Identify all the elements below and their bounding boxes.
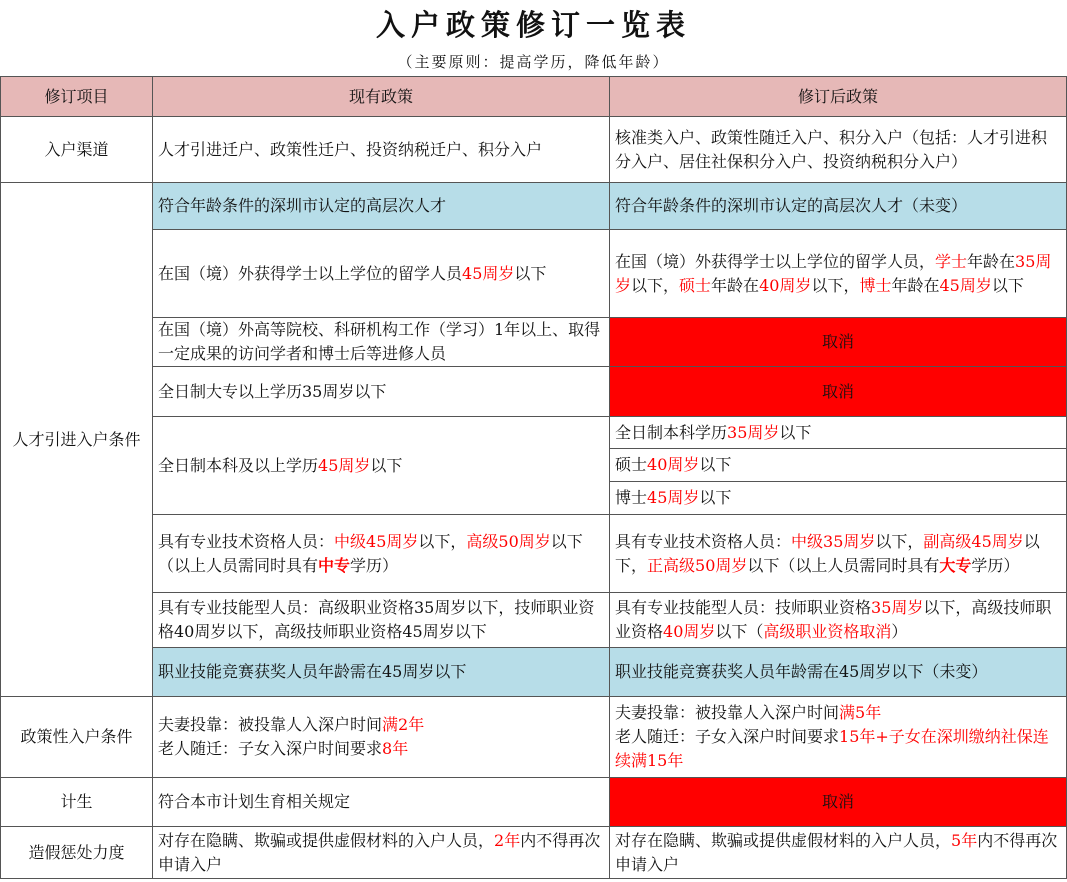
- family-label: 计生: [1, 778, 153, 827]
- policy-table: [0, 76, 1067, 879]
- policy-revised: 夫妻投靠：被投靠人入深户时间满5年 老人随迁：子女入深户时间要求15年+子女在深圳缴纳社保连续满15年: [610, 697, 1067, 778]
- table-row: [1, 417, 1067, 449]
- page-title: 入户政策修订一览表: [375, 7, 691, 42]
- talent-row6-current: 具有专业技术资格人员：中级45周岁以下，高级50周岁以下（以上人员需同时具有中专学历）: [153, 515, 610, 593]
- talent-row8-revised: 职业技能竞赛获奖人员年龄需在45周岁以下（未变）: [610, 648, 1067, 697]
- table-row: [1, 827, 1067, 879]
- talent-row6-revised: 具有专业技术资格人员：中级35周岁以下，副高级45周岁以下，正高级50周岁以下（以上人员需同时具有大专学历）: [610, 515, 1067, 593]
- table-row: [1, 515, 1067, 593]
- talent-row7-revised: 具有专业技能型人员：技师职业资格35周岁以下，高级技师职业资格40周岁以下（高级职业资格取消）: [610, 593, 1067, 648]
- talent-row3-current: 在国（境）外高等院校、科研机构工作（学习）1年以上、取得一定成果的访问学者和博士后等进修人员: [153, 318, 610, 367]
- channel-revised: 核准类入户、政策性随迁入户、积分入户（包括：人才引进积分入户、居住社保积分入户、投资纳税积分入户）: [610, 117, 1067, 183]
- table-row: [1, 593, 1067, 648]
- talent-row2-revised: 在国（境）外获得学士以上学位的留学人员，学士年龄在35周岁以下，硕士年龄在40周岁以下，博士年龄在45周岁以下: [610, 230, 1067, 318]
- policy-current: 夫妻投靠：被投靠人入深户时间满2年 老人随迁：子女入深户时间要求8年: [153, 697, 610, 778]
- talent-row3-revised: 取消: [610, 318, 1067, 367]
- table-row: [1, 117, 1067, 183]
- policy-label: 政策性入户条件: [1, 697, 153, 778]
- talent-label: 人才引进入户条件: [1, 183, 153, 697]
- channel-label: 入户渠道: [1, 117, 153, 183]
- talent-row5-sub1: 全日制本科学历35周岁以下: [610, 417, 1067, 449]
- channel-current: 人才引进迁户、政策性迁户、投资纳税迁户、积分入户: [153, 117, 610, 183]
- talent-row5-current: 全日制本科及以上学历45周岁以下: [153, 417, 610, 515]
- table-row: [1, 648, 1067, 697]
- header-current: 现有政策: [153, 77, 610, 117]
- talent-row7-current: 具有专业技能型人员：高级职业资格35周岁以下，技师职业资格40周岁以下，高级技师职业资格45周岁以下: [153, 593, 610, 648]
- table-row: [1, 183, 1067, 230]
- header-revised: 修订后政策: [610, 77, 1067, 117]
- fraud-revised: 对存在隐瞒、欺骗或提供虚假材料的入户人员，5年内不得再次申请入户: [610, 827, 1067, 879]
- talent-row2-current: 在国（境）外获得学士以上学位的留学人员45周岁以下: [153, 230, 610, 318]
- talent-row4-revised: 取消: [610, 367, 1067, 417]
- talent-row4-current: 全日制大专以上学历35周岁以下: [153, 367, 610, 417]
- table-row: [1, 697, 1067, 778]
- talent-row5-sub3: 博士45周岁以下: [610, 482, 1067, 515]
- header-item: 修订项目: [1, 77, 153, 117]
- family-current: 符合本市计划生育相关规定: [153, 778, 610, 827]
- header-row: [1, 77, 1067, 117]
- page-subtitle: （主要原则：提高学历，降低年龄）: [397, 52, 670, 71]
- talent-row8-current: 职业技能竞赛获奖人员年龄需在45周岁以下: [153, 648, 610, 697]
- family-revised: 取消: [610, 778, 1067, 827]
- talent-row1-current: 符合年龄条件的深圳市认定的高层次人才: [153, 183, 610, 230]
- table-row: [1, 367, 1067, 417]
- table-row: [1, 230, 1067, 318]
- talent-row5-sub2: 硕士40周岁以下: [610, 449, 1067, 482]
- fraud-label: 造假惩处力度: [1, 827, 153, 879]
- fraud-current: 对存在隐瞒、欺骗或提供虚假材料的入户人员，2年内不得再次申请入户: [153, 827, 610, 879]
- table-row: [1, 778, 1067, 827]
- table-row: [1, 318, 1067, 367]
- talent-row1-revised: 符合年龄条件的深圳市认定的高层次人才（未变）: [610, 183, 1067, 230]
